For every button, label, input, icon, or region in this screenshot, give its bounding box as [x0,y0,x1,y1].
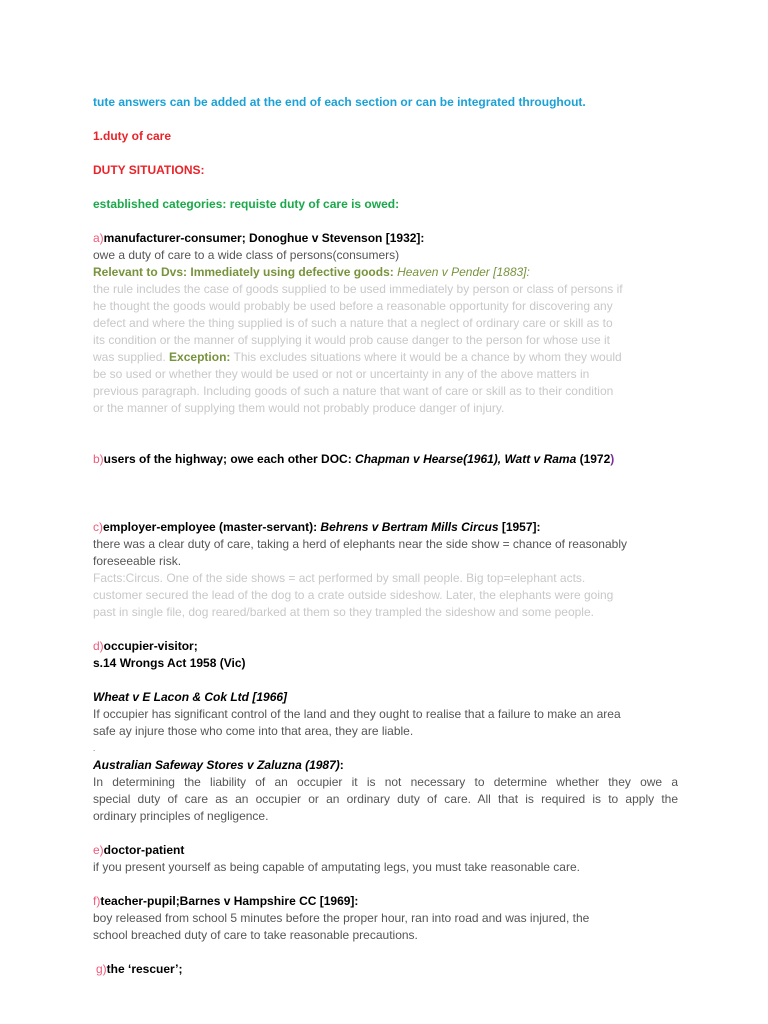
section-c-title [93,519,678,536]
section-e-title [93,842,678,859]
wheat-desc: safe ay injure those who come into that area, they are liable. [93,724,414,738]
section-c-desc: there was a clear duty of care, taking a herd of elephants near the side show = chance of reasonably [93,537,627,551]
section-b-year: (1972 [576,452,611,466]
quote-fragment: This excludes situations where it would be a chance by whom they would [230,350,622,364]
section-c-facts: Facts:Circus. One of the side shows = act performed by small people. Big top=elephant acts. [93,571,586,585]
section-c-year: [1957]: [498,520,541,534]
safeway-case: Australian Safeway Stores v Zaluzna (1987) [93,758,340,772]
section-f-desc: school breached duty of care to take reasonable precautions. [93,928,418,942]
safeway-title [93,757,678,774]
safeway-line: special duty of care as an occupier or an ordinary duty of care. All that is required is to apply the [93,792,678,806]
safeway-line: ordinary principles of negligence. [93,809,269,823]
safeway-desc [93,774,678,825]
stray-dot: . [93,744,96,753]
section-a-quote [93,281,678,417]
wheat-case: Wheat v E Lacon & Cok Ltd [1966] [93,690,288,704]
section-a-letter: a) [93,231,104,245]
section-e-desc: if you present yourself as being capable of amputating legs, you must take reasonable care. [93,860,580,874]
quote-line [93,349,678,366]
section-b-title [93,451,678,468]
section-f-title [93,893,678,910]
section-d-title [93,638,678,655]
quote-line: be so used or whether they would be used or not or uncertainty in any of the above matters in [93,367,590,381]
quote-line: or the manner of supplying them would not probably produce danger of injury. [93,401,505,415]
section-a-desc: owe a duty of care to a wide class of persons(consumers) [93,248,400,262]
section-e-heading: doctor-patient [103,843,185,857]
quote-fragment: was supplied. [93,350,170,364]
section-c-desc: foreseeable risk. [93,554,182,568]
relevant-label: Relevant to Dvs: Immediately using defective goods: [93,265,398,279]
section-d-heading: occupier-visitor; [103,639,198,653]
document-page [93,94,678,978]
section-b-case: Chapman v Hearse(1961), Watt v Rama [355,452,577,466]
section-c-heading: employer-employee (master-servant): [103,520,321,534]
section-b-heading: users of the highway; owe each other DOC: [103,452,356,466]
quote-line: previous paragraph. Including goods of such a nature that want of care or skill as to their condition [93,384,614,398]
heading-duty-situations: DUTY SITUATIONS: [93,163,205,177]
section-c-facts: past in single file, dog reared/barked at them so they trampled the sideshow and some people. [93,605,594,619]
section-a-title [93,230,678,247]
safeway-colon: : [339,758,344,772]
section-g-letter: g) [96,962,107,976]
relevant-case: Heaven v Pender [1883]: [397,265,530,279]
section-e-letter: e) [93,843,104,857]
section-g-heading: the ‘rescuer’; [106,962,183,976]
section-a-heading: manufacturer-consumer; Donoghue v Stevenson [1932]: [103,231,425,245]
quote-line: he thought the goods would probably be used before a reasonable opportunity for discovering any [93,299,613,313]
section-d-letter: d) [93,639,104,653]
section-c-case: Behrens v Bertram Mills Circus [320,520,499,534]
heading-duty-of-care: 1.duty of care [93,129,172,143]
section-g-title [93,961,678,978]
section-c-facts: customer secured the lead of the dog to a crate outside sideshow. Later, the elephants were going [93,588,614,602]
section-b-close: ) [610,452,615,466]
quote-line: the rule includes the case of goods supplied to be used immediately by person or class of persons if [93,282,623,296]
section-f-heading: teacher-pupil;Barnes v Hampshire CC [1969]: [100,894,359,908]
section-c-letter: c) [93,520,103,534]
safeway-line: In determining the liability of an occupier it is not necessary to determine whether they owe a [93,775,678,789]
section-d-act: s.14 Wrongs Act 1958 (Vic) [93,656,246,670]
quote-line: defect and where the thing supplied is of such a nature that a neglect of ordinary care or skill as to [93,316,613,330]
intro-note: tute answers can be added at the end of each section or can be integrated throughout. [93,95,586,109]
section-f-letter: f) [93,894,101,908]
section-b-letter: b) [93,452,104,466]
wheat-desc: If occupier has significant control of the land and they ought to realise that a failure to make an area [93,707,621,721]
section-a-relevant [93,264,678,281]
exception-label: Exception: [169,350,231,364]
section-f-desc: boy released from school 5 minutes before the proper hour, ran into road and was injured, the [93,911,590,925]
established-categories: established categories: requiste duty of care is owed: [93,197,400,211]
quote-line: its condition or the manner of supplying it would prob cause danger to the person for whose use it [93,333,610,347]
